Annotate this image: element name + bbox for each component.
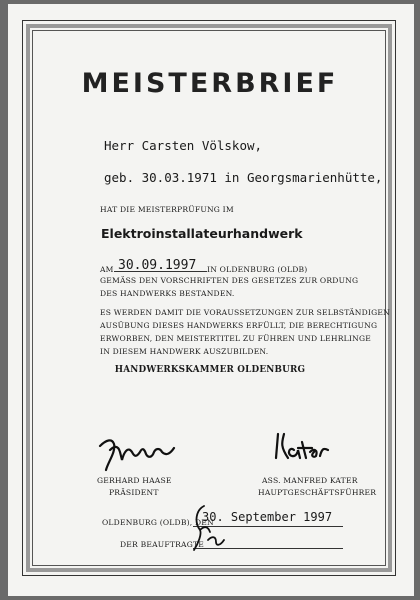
exam-location: IN OLDENBURG (OLDB): [207, 265, 308, 274]
agent-label: DER BEAUFTRAGTE: [120, 540, 204, 549]
paragraph-2-line-4: IN DIESEM HANDWERK AUSZUBILDEN.: [100, 347, 269, 356]
issue-date: 30. September 1997: [202, 510, 333, 524]
president-title: PRÄSIDENT: [109, 488, 159, 497]
director-signature-icon: [268, 428, 338, 468]
issuer-name: HANDWERKSKAMMER OLDENBURG: [114, 365, 306, 375]
paragraph-2-line-1: ES WERDEN DAMIT DIE VORAUSSETZUNGEN ZUR SELBSTÄNDIGEN: [100, 308, 390, 317]
president-name: GERHARD HAASE: [97, 476, 172, 485]
issue-place: OLDENBURG (OLDB), DEN: [102, 518, 214, 527]
exam-date-prefix: AM: [100, 265, 114, 274]
paragraph-2-line-2: AUSÜBUNG DIESES HANDWERKS ERFÜLLT, DIE BERECHTIGUNG: [100, 321, 378, 330]
inner-border: [32, 30, 386, 566]
exam-date-line: [114, 271, 207, 272]
agent-signature-icon: [184, 500, 232, 554]
paragraph-2-line-3: ERWORBEN, DEN MEISTERTITEL ZU FÜHREN UND LEHRLINGE: [100, 334, 371, 343]
trade-name: Elektroinstallateurhandwerk: [101, 226, 303, 241]
director-title: HAUPTGESCHÄFTSFÜHRER: [258, 488, 377, 497]
paragraph-1-line-2: DES HANDWERKS BESTANDEN.: [100, 289, 235, 298]
certificate-title: MEISTERBRIEF: [81, 68, 339, 99]
exam-date: 30.09.1997: [118, 258, 197, 273]
exam-intro: HAT DIE MEISTERPRÜFUNG IM: [100, 205, 234, 214]
recipient-name: Herr Carsten Völskow,: [104, 138, 263, 153]
director-name: ASS. MANFRED KATER: [262, 476, 358, 485]
president-signature-icon: [96, 430, 186, 474]
recipient-birth: geb. 30.03.1971 in Georgsmarienhütte,: [104, 170, 383, 185]
paragraph-1-line-1: GEMÄSS DEN VORSCHRIFTEN DES GESETZES ZUR ORDUNG: [100, 276, 359, 285]
